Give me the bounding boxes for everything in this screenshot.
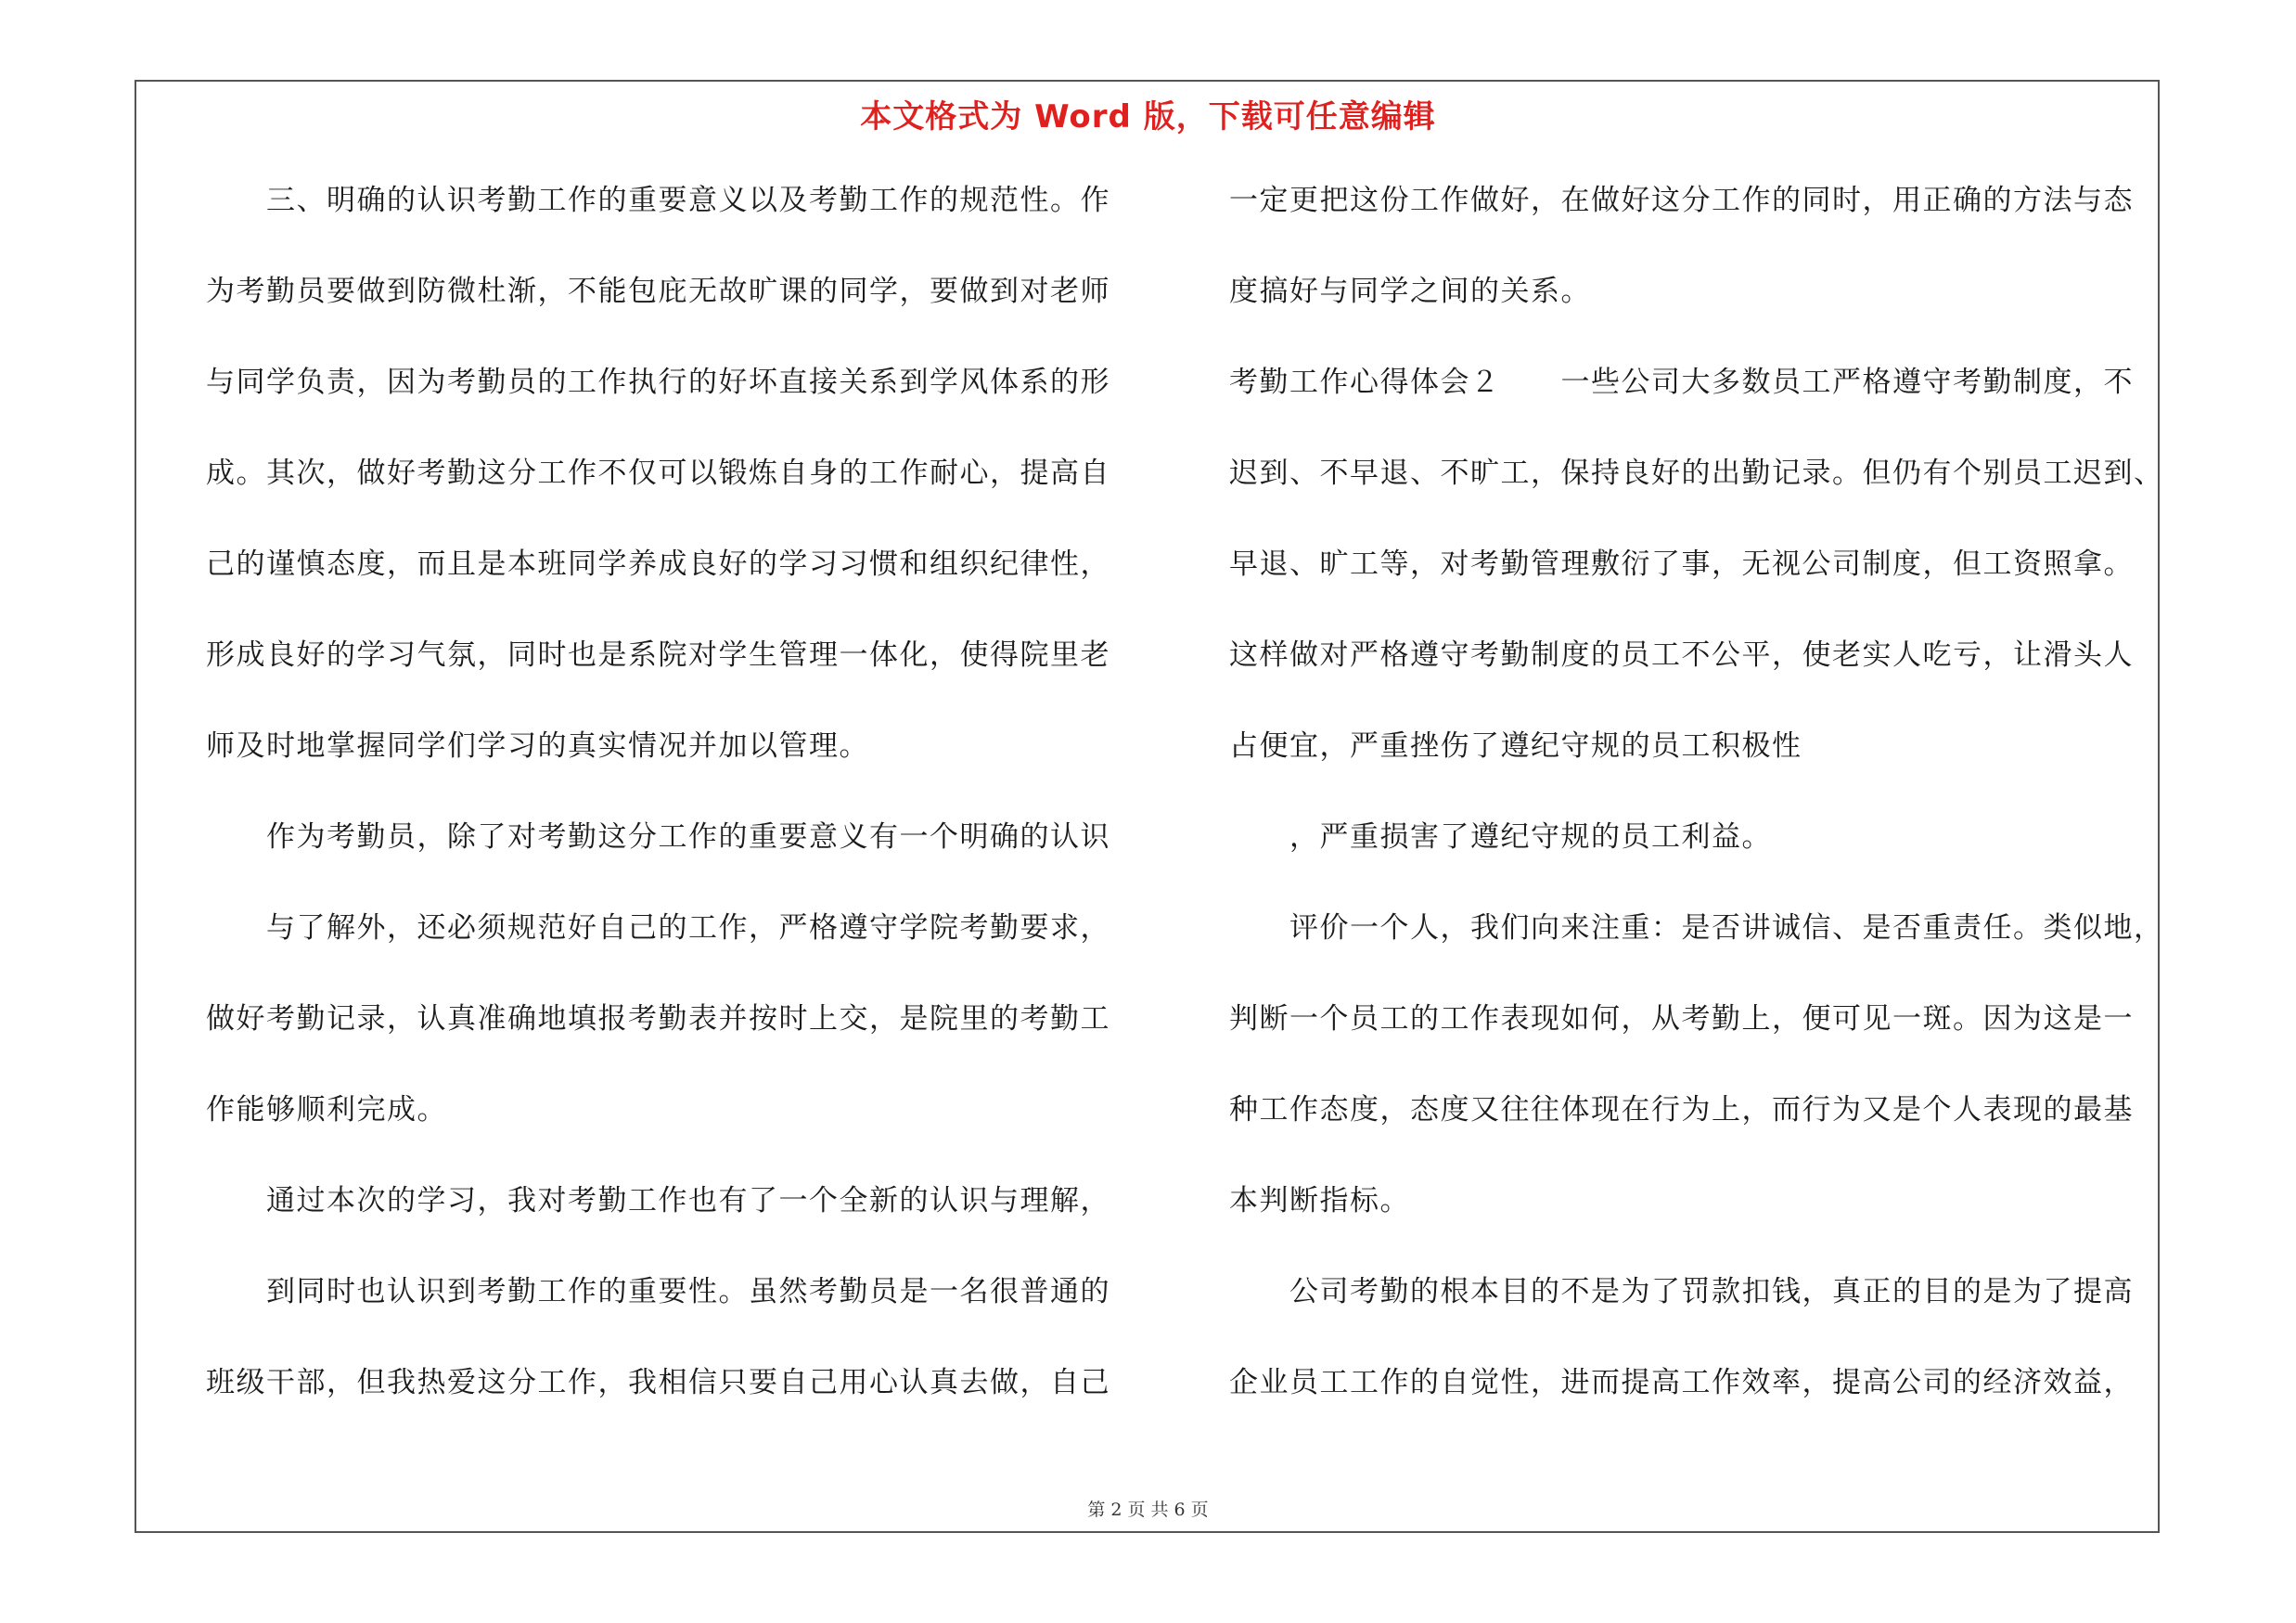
text-line: 与了解外，还必须规范好自己的工作，严格遵守学院考勤要求，	[206, 911, 1110, 945]
text-line: 三、明确的认识考勤工作的重要意义以及考勤工作的规范性。作	[206, 184, 1110, 217]
text-line: 与同学负责，因为考勤员的工作执行的好坏直接关系到学风体系的形	[206, 366, 1110, 399]
text-line: 成。其次，做好考勤这分工作不仅可以锻炼自身的工作耐心，提高自	[206, 457, 1110, 490]
document-banner: 本文格式为 Word 版，下载可任意编辑	[860, 98, 1436, 135]
text-line: 作能够顺利完成。	[206, 1093, 447, 1127]
text-line: 本判断指标。	[1229, 1184, 1410, 1217]
text-line: 公司考勤的根本目的不是为了罚款扣钱，真正的目的是为了提高	[1229, 1275, 2134, 1308]
text-line: 早退、旷工等，对考勤管理敷衍了事，无视公司制度，但工资照拿。	[1229, 547, 2134, 581]
text-line: 形成良好的学习气氛，同时也是系院对学生管理一体化，使得院里老	[206, 638, 1110, 672]
text-line: 为考勤员要做到防微杜渐，不能包庇无故旷课的同学，要做到对老师	[206, 275, 1110, 308]
text-line: 通过本次的学习，我对考勤工作也有了一个全新的认识与理解，	[206, 1184, 1110, 1217]
text-line: 己的谨慎态度，而且是本班同学养成良好的学习习惯和组织纪律性，	[206, 547, 1110, 581]
text-line: 评价一个人，我们向来注重：是否讲诚信、是否重责任。类似地，	[1229, 911, 2164, 945]
text-line: 作为考勤员，除了对考勤这分工作的重要意义有一个明确的认识	[206, 820, 1110, 854]
text-line: 种工作态度，态度又往往体现在行为上，而行为又是个人表现的最基	[1229, 1093, 2134, 1127]
text-line: 到同时也认识到考勤工作的重要性。虽然考勤员是一名很普通的	[206, 1275, 1110, 1308]
text-line: 迟到、不早退、不旷工，保持良好的出勤记录。但仍有个别员工迟到、	[1229, 457, 2164, 490]
text-line: 判断一个员工的工作表现如何，从考勤上，便可见一斑。因为这是一	[1229, 1002, 2134, 1036]
text-line: 企业员工工作的自觉性，进而提高工作效率，提高公司的经济效益，	[1229, 1366, 2134, 1399]
page-number-footer: 第 2 页 共 6 页	[1087, 1500, 1209, 1520]
text-line: 考勤工作心得体会２ 一些公司大多数员工严格遵守考勤制度，不	[1229, 366, 2134, 399]
text-line: 这样做对严格遵守考勤制度的员工不公平，使老实人吃亏，让滑头人	[1229, 638, 2134, 672]
text-line: 度搞好与同学之间的关系。	[1229, 275, 1591, 308]
text-line: 占便宜，严重挫伤了遵纪守规的员工积极性	[1229, 729, 1802, 763]
text-line: ，严重损害了遵纪守规的员工利益。	[1229, 820, 1772, 854]
text-line: 做好考勤记录，认真准确地填报考勤表并按时上交，是院里的考勤工	[206, 1002, 1110, 1036]
text-line: 班级干部，但我热爱这分工作，我相信只要自己用心认真去做，自己	[206, 1366, 1110, 1399]
text-line: 一定更把这份工作做好，在做好这分工作的同时，用正确的方法与态	[1229, 184, 2134, 217]
text-line: 师及时地掌握同学们学习的真实情况并加以管理。	[206, 729, 869, 763]
